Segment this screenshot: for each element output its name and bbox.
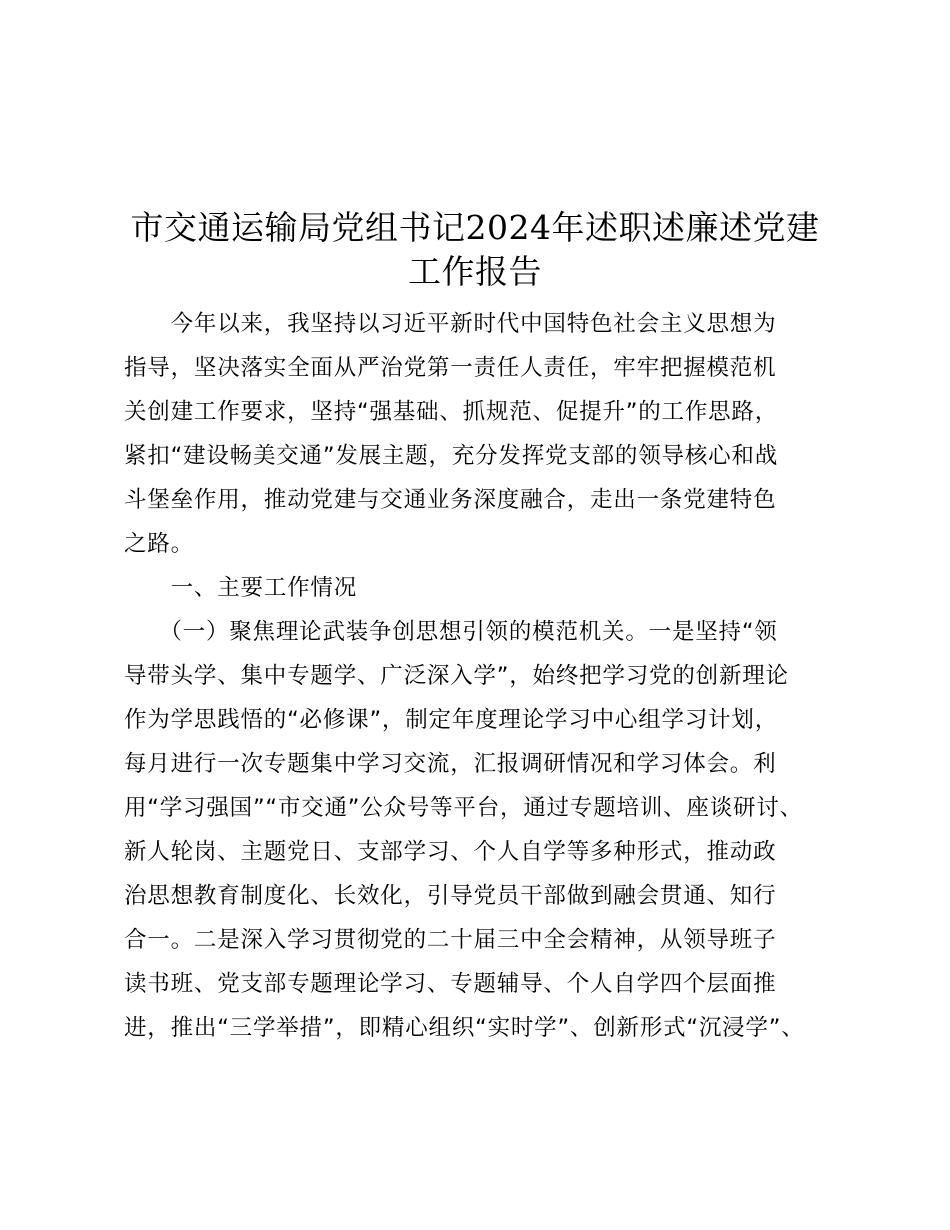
text-line: 读书班、党支部专题理论学习、专题辅导、个人自学四个层面推: [124, 971, 777, 997]
text-line: 作为学思践悟的“必修课”，制定年度理论学习中心组学习计划，: [124, 707, 779, 733]
text-line: 关创建工作要求，坚持“强基础、抓规范、促提升”的工作思路，: [124, 399, 779, 425]
title-line-2: 工作报告: [408, 252, 542, 291]
text-line: 指导，坚决落实全面从严治党第一责任人责任，牢牢把握模范机: [124, 355, 777, 381]
document-title: [95, 206, 855, 294]
text-line: （一）聚焦理论武装争创思想引领的模范机关。一是坚持“领: [124, 619, 778, 645]
text-line: 斗堡垒作用，推动党建与交通业务深度融合，走出一条党建特色: [124, 487, 777, 513]
text-line: 新人轮岗、主题党日、支部学习、个人自学等多种形式，推动政: [124, 839, 777, 865]
text-line: 导带头学、集中专题学、广泛深入学”，始终把学习党的创新理论: [124, 663, 789, 689]
text-line: 进，推出“三学举措”，即精心组织“实时学”、创新形式“沉浸学”、: [124, 1015, 805, 1041]
section-heading: 一、主要工作情况: [124, 575, 358, 601]
text-line: 之路。: [124, 531, 194, 557]
title-line-1: 市交通运输局党组书记2024年述职述廉述党建: [130, 208, 820, 247]
text-line: 用“学习强国”“市交通”公众号等平台，通过专题培训、座谈研讨、: [124, 795, 803, 821]
text-line: 每月进行一次专题集中学习交流，汇报调研情况和学习体会。利: [124, 751, 777, 777]
document-body: [124, 302, 844, 1050]
section-paragraph: [124, 610, 844, 1050]
text-line: 合一。二是深入学习贯彻党的二十届三中全会精神，从领导班子: [124, 927, 777, 953]
text-line: 治思想教育制度化、长效化，引导党员干部做到融会贯通、知行: [124, 883, 777, 909]
text-line: 紧扣“建设畅美交通”发展主题，充分发挥党支部的领导核心和战: [124, 443, 779, 469]
intro-paragraph: [124, 302, 844, 566]
text-line: 今年以来，我坚持以习近平新时代中国特色社会主义思想为: [124, 311, 777, 337]
